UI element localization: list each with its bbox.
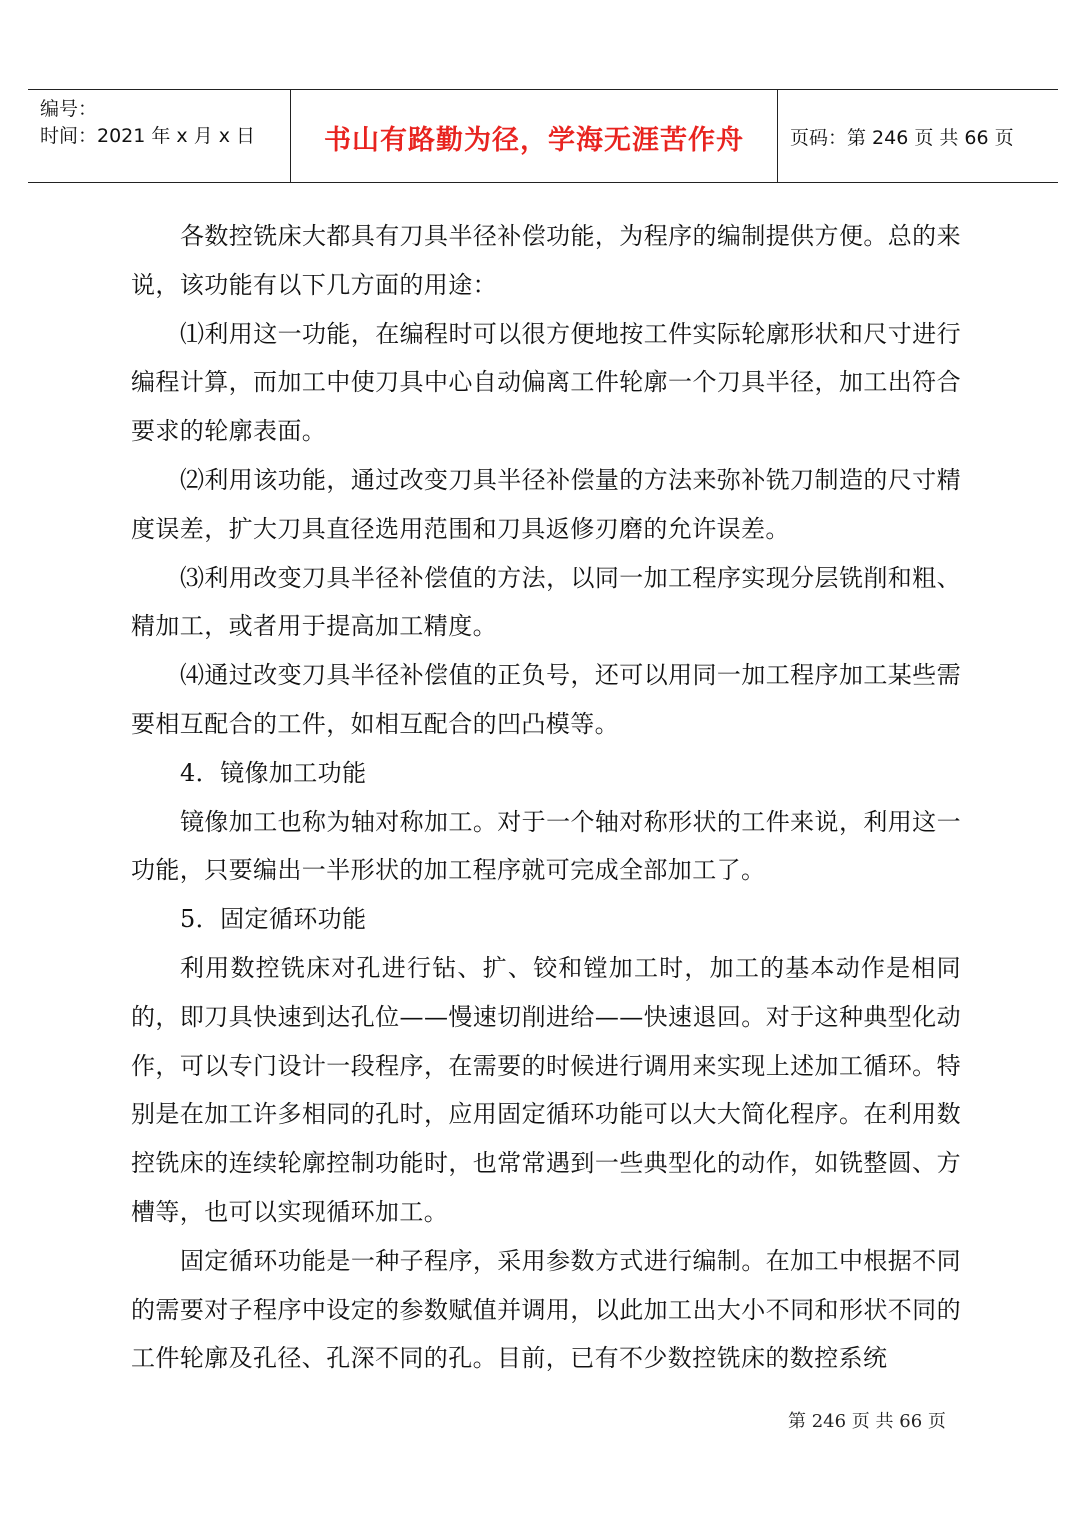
document-body <box>131 212 961 1383</box>
paragraph-subprogram: 固定循环功能是一种子程序，采用参数方式进行编制。在加工中根据不同的需要对子程序中设定的参数赋值并调用，以此加工出大小不同和形状不同的工件轮廓及孔径、孔深不同的孔。目前，已有不少数控铣床的数控系统 <box>131 1246 961 1373</box>
paragraph-item-2: ⑵利用该功能，通过改变刀具半径补偿量的方法来弥补铣刀制造的尺寸精度误差，扩大刀具直径选用范围和刀具返修刃磨的允许误差。 <box>131 465 961 543</box>
section-heading-mirror: 4．镜像加工功能 <box>180 758 367 787</box>
paragraph-canned-cycle: 利用数控铣床对孔进行钻、扩、铰和镗加工时，加工的基本动作是相同的，即刀具快速到达孔位——慢速切削进给——快速退回。对于这种典型化动作，可以专门设计一段程序，在需要的时候进行调用来实现上述加工循环。特别是在加工许多相同的孔时，应用固定循环功能可以大大简化程序。在利用数控铣床的连续轮廓控制功能时，也常常遇到一些典型化的动作，如铣整圆、方槽等，也可以实现循环加工。 <box>131 953 961 1226</box>
paragraph-item-1: ⑴利用这一功能，在编程时可以很方便地按工件实际轮廓形状和尺寸进行编程计算，而加工中使刀具中心自动偏离工件轮廓一个刀具半径，加工出符合要求的轮廓表面。 <box>131 319 961 446</box>
paragraph-mirror: 镜像加工也称为轴对称加工。对于一个轴对称形状的工件来说，利用这一功能，只要编出一半形状的加工程序就可完成全部加工了。 <box>131 807 961 885</box>
header-motto: 书山有路勤为径，学海无涯苦作舟 <box>324 125 744 156</box>
header-motto-cell <box>291 90 778 182</box>
header-page-cell <box>778 90 1058 182</box>
header-page-info: 页码：第 246 页 共 66 页 <box>790 127 1014 149</box>
paragraph-intro: 各数控铣床大都具有刀具半径补偿功能，为程序的编制提供方便。总的来说，该功能有以下几方面的用途： <box>131 222 961 299</box>
paragraph-item-3: ⑶利用改变刀具半径补偿值的方法，以同一加工程序实现分层铣削和粗、精加工，或者用于提高加工精度。 <box>131 563 961 641</box>
document-number-label: 编号： <box>40 98 98 120</box>
header-meta-cell <box>28 90 291 182</box>
paragraph-item-4: ⑷通过改变刀具半径补偿值的正负号，还可以用同一加工程序加工某些需要相互配合的工件，如相互配合的凹凸模等。 <box>131 661 961 738</box>
document-header <box>28 89 1058 183</box>
page-footer: 第 246 页 共 66 页 <box>788 1411 946 1432</box>
section-heading-canned-cycle: 5．固定循环功能 <box>180 905 367 934</box>
document-time-label: 时间：2021 年 x 月 x 日 <box>40 125 256 147</box>
